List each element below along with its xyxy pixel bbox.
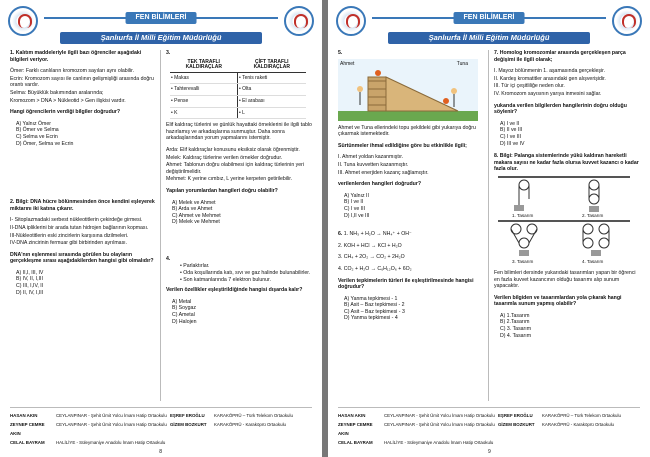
question-1 — [10, 50, 156, 147]
subject-banner — [44, 12, 278, 24]
q4-bullet: • Parlaktırlar. — [180, 263, 210, 270]
subject-title: FEN BİLİMLERİ — [454, 12, 525, 24]
question-6 — [338, 231, 484, 322]
question-3 — [166, 50, 312, 226]
q8-option-c[interactable]: C) 3. Tasarım — [500, 326, 532, 333]
q5-option-a[interactable]: A) Yalnız II — [344, 192, 369, 199]
page-number: 8 — [159, 449, 162, 455]
q8-option-a[interactable]: A) 1.Tasarım — [500, 312, 530, 319]
q2-stem: Bilgi: DNA hücre bölünmesinden önce kendini eşleyerek miktarını iki katına çıkarır. — [10, 199, 155, 212]
q5-question: verilenlerden hangileri doğrudur? — [338, 181, 422, 188]
incline-figure — [338, 59, 478, 121]
q8-number: 8. — [494, 153, 499, 160]
table-row: • Pense • El arabası — [170, 95, 306, 107]
design-1-label: 1. Tasarım — [512, 212, 534, 218]
left-page — [0, 0, 322, 457]
q3-option-d[interactable]: D) Melek ve Mehmet — [172, 219, 220, 226]
q4-option-c[interactable]: C) Ametal — [172, 312, 195, 319]
directorate-title: Şanlıurfa İl Milli Eğitim Müdürlüğü — [388, 32, 590, 44]
right-column-2 — [494, 50, 640, 401]
column-divider — [488, 50, 489, 401]
q7-option-a[interactable]: A) I ve II — [500, 120, 520, 127]
q3-line: Mehmet: K yerine cımbız, L yerine kerpeten getirilebilir. — [166, 176, 293, 183]
q8-question: Verilen bilgiden ve tasarımlardan yola çıkarak hangi tasarımla sunum yapmış olabilir? — [494, 294, 622, 308]
q8-line: Fen bilimleri dersinde yukarıdaki tasarımları yapan bir öğrenci en fazla kuvvet kazancının olduğu tasarımı alıp sunum yapacaktır. — [494, 269, 636, 290]
table-row: • K • L — [170, 107, 306, 119]
subject-banner — [372, 12, 606, 24]
q1-question: Hangi öğrencilerin verdiği bilgiler doğrudur? — [10, 109, 121, 116]
q3-option-c[interactable]: C) Ahmet ve Mehmet — [172, 212, 221, 219]
ministry-logo-icon — [284, 6, 314, 36]
page-number: 9 — [488, 449, 491, 455]
q3-option-b[interactable]: B) Arda ve Ahmet — [172, 206, 213, 213]
q2-question: DNA'nın eşlenmesi sırasında görülen bu olayların gerçekleşme sırası aşağıdakilerden hangisi gibi olmalıdır? — [10, 251, 154, 265]
q4-option-d[interactable]: D) Halojen — [172, 318, 197, 325]
q1-line: Ömer: Farklı canlıların kromozom sayıları aynı olabilir. — [10, 68, 134, 75]
label-ahmet: Ahmet — [340, 60, 355, 67]
q6-option-c[interactable]: C) Asit – Baz tepkimesi - 3 — [344, 308, 405, 315]
ministry-logo-icon — [612, 6, 642, 36]
authors-footer: HASAN AKIN CEYLANPINAR - Şehit Ümit Yolcu İmam Hatip Ortaokulu EŞREF EROĞLU KARAKÖPRÜ – Türk Telekom Ortaokulu ZEYNEP CEMRE AKIN CEYLANPINAR - Şehit Ümit Yolcu İmam Hatip Ortaokulu GİZEM BOZKURT KARAKÖPRÜ - Karaköprü Ortaokulu CELAL BAYRAM HALİLİYE - Süleymaniye Anadolu İmam Hatip Ortaokulu — [10, 407, 312, 451]
q7-option-c[interactable]: C) I ve III — [500, 133, 522, 140]
right-page — [328, 0, 650, 457]
q1-option-c[interactable]: C) Selma ve Ecrin — [16, 133, 58, 140]
pulley-designs-figure — [494, 175, 634, 267]
q4-bullet: • Oda koşullarında katı, sıvı ve gaz halinde bulunabilirler. — [180, 270, 311, 277]
q1-number: 1. — [10, 50, 15, 56]
ministry-logo-icon — [336, 6, 366, 36]
q4-option-b[interactable]: B) Soygaz — [172, 305, 196, 312]
q7-number: 7. — [494, 50, 499, 56]
subject-title: FEN BİLİMLERİ — [126, 12, 197, 24]
q4-number: 4. — [166, 255, 171, 262]
authors-footer: HASAN AKIN CEYLANPINAR - Şehit Ümit Yolcu İmam Hatip Ortaokulu EŞREF EROĞLU KARAKÖPRÜ – Türk Telekom Ortaokulu ZEYNEP CEMRE AKIN CEYLANPINAR - Şehit Ümit Yolcu İmam Hatip Ortaokulu GİZEM BOZKURT KARAKÖPRÜ - Karaköprü Ortaokulu CELAL BAYRAM HALİLİYE - Süleymaniye Anadolu İmam Hatip Ortaokulu — [338, 407, 640, 451]
q7-question: yukarıda verilen bilgilerden hangilerinin doğru olduğu söylenir? — [494, 102, 627, 116]
q5-line: Ahmet ve Tuna ellerindeki topu şekildeki gibi yukarıya doğru çıkarmak istemektedir. — [338, 124, 476, 138]
q1-stem: Kalıtım maddeleriyle ilgili bazı öğrenciler aşağıdaki bilgileri veriyor. — [10, 50, 142, 63]
q2-option-b[interactable]: B) IV, II, I,III — [16, 276, 43, 283]
design-2-label: 2. Tasarım — [582, 212, 604, 218]
left-column-2 — [166, 50, 312, 401]
q1-line: Ecrin: Kromozom sayısı ile canlının gelişmişliği arasında doğru orantı vardır. — [10, 75, 154, 89]
q3-line: Ahmet: Tablonun doğru olabilmesi için kaldıraç türlerinin yeri değiştirilmelidir. — [166, 162, 305, 175]
q2-line: IV-DNA zincirinin fermuar gibi birbirinden ayrılması. — [10, 240, 128, 247]
q2-option-d[interactable]: D) II, IV, I,III — [16, 289, 44, 296]
ministry-logo-icon — [8, 6, 38, 36]
q6-number: 6. — [338, 231, 343, 238]
q6-reaction-4: 4. CO₂ + H₂O → C₆H₁₂O₆ + 6O₂ — [338, 265, 412, 272]
q8-option-d[interactable]: D) 4. Tasarım — [500, 332, 532, 339]
design-4-label: 4. Tasarım — [582, 258, 604, 264]
q3-line: Melek: Kaldıraç türlerine verilen örnekler doğrudur. — [166, 154, 283, 161]
table-row: • Makas • Tenis raketi — [170, 72, 306, 84]
q5-option-b[interactable]: B) I ve II — [344, 199, 364, 206]
q8-option-b[interactable]: B) 2.Tasarım — [500, 319, 530, 326]
q6-option-d[interactable]: D) Yanma tepkimesi - 4 — [344, 315, 398, 322]
q6-reaction-1: 1. NH₃ + H₂O → NH₄⁺ + OH⁻ — [343, 231, 412, 238]
q7-option-d[interactable]: D) III ve IV — [500, 140, 525, 147]
design-3-label: 3. Tasarım — [512, 258, 534, 264]
q3-number: 3. — [166, 50, 171, 56]
lever-table — [170, 59, 306, 120]
q1-option-d[interactable]: D) Ömer, Selma ve Ecrin — [16, 140, 74, 147]
question-8 — [494, 153, 640, 339]
q3-question: Yapılan yorumlardan hangileri doğru olabilir? — [166, 187, 278, 194]
question-2 — [10, 199, 156, 296]
q2-line: I- Sitoplazmadaki serbest nükleotitlerin çekirdeğe girmesi. — [10, 217, 143, 224]
column-divider — [160, 50, 161, 401]
q1-option-b[interactable]: B) Ömer ve Selma — [16, 127, 59, 134]
q6-question: Verilen tepkimelerin türleri ile eşleştirilmesinde hangisi doğrudur? — [338, 277, 474, 291]
left-column-1 — [10, 50, 156, 401]
q5-option-d[interactable]: D) I,II ve III — [344, 212, 370, 219]
table-row: • Tahterevalli • Olta — [170, 84, 306, 96]
question-7 — [494, 50, 640, 147]
q7-item: I. Mayoz bölünmenin 1. aşamasında gerçekleşir. — [494, 68, 606, 75]
q1-option-a[interactable]: A) Yalnız Ömer — [16, 120, 51, 127]
q4-bullet: • Son katmanlarında 7 elektron bulunur. — [180, 276, 271, 283]
q7-item: II. Kardeş kromatitler arasındaki gen alışverişidir. — [494, 75, 606, 82]
q5-question-pre: Sürtünmeler ihmal edildiğine göre bu etkinlikle ilgili; — [338, 142, 467, 149]
q4-question: Verilen özellikler eşleştirildiğinde hangisi dışarda kalır? — [166, 287, 303, 294]
q5-item: II. Tuna kuvvetten kazanmıştır. — [338, 161, 409, 168]
question-5 — [338, 50, 484, 219]
q2-option-c[interactable]: C) III, I,IV, II — [16, 283, 44, 290]
right-column-1 — [338, 50, 484, 401]
q7-item: IV. Kromozom sayısının yarıya inmesini sağlar. — [494, 90, 602, 97]
question-4 — [166, 256, 312, 325]
q2-line: III-Nükleotitlerin eski zincirlerin karşısına dizilmeleri. — [10, 232, 129, 239]
q4-option-a[interactable]: A) Metal — [172, 298, 192, 305]
q2-option-a[interactable]: A) II,I, III, IV — [16, 269, 44, 276]
q3-option-a[interactable]: A) Melek ve Ahmet — [172, 199, 216, 206]
q2-number: 2. — [10, 199, 15, 206]
label-tuna: Tuna — [456, 60, 468, 67]
q3-line: Elif kaldıraç türlerini ve günlük hayattaki örneklerini ile ilgili tablo hazırlamış ve arkadaşlarına sunmuştur. Daha sonra arkadaşlarından yorum yapmalarını istemiştir. — [166, 122, 312, 142]
table-header-single: TEK TARAFLI KALDIRAÇLAR — [170, 59, 238, 73]
table-header-double: ÇİFT TARAFLI KALDIRAÇLAR — [238, 59, 306, 73]
q5-number: 5. — [338, 50, 343, 56]
q7-option-b[interactable]: B) II ve III — [500, 127, 523, 134]
q6-reaction-3: 3. CH₄ + 2O₂ → CO₂ + 2H₂O — [338, 254, 405, 261]
q2-line: II-DNA ipliklerini bir arada tutan hidrojen bağlarının kopması. — [10, 224, 149, 231]
q1-line: Selma: Büyüklük bakımından aralarında; — [10, 89, 104, 96]
q7-item: III. Tür içi çeşitliliğe neden olur. — [494, 83, 565, 90]
q5-option-c[interactable]: C) I ve III — [344, 205, 366, 212]
q6-reaction-2: 2. KOH + HCl → KCl + H₂O — [338, 242, 402, 249]
q5-item: III. Ahmet enerjiden kazanç sağlamıştır. — [338, 169, 429, 176]
q1-line: Kromozom > DNA > Nükleotid > Gen ilişkisi vardır. — [10, 97, 126, 104]
q6-option-a[interactable]: A) Yanma tepkimesi - 1 — [344, 295, 398, 302]
q8-stem: Bilgi: Palanga sistemlerinde yükü kaldıran hareketli makara sayısı ne kadar fazla olursa kuvvet kazancı o kadar fazla olur. — [494, 153, 639, 173]
q3-line: Arda: Elif kaldıraçlar konusunu eksiksiz olarak öğrenmiştir. — [166, 146, 300, 153]
q5-item: I. Ahmet yoldan kazanmıştır. — [338, 154, 404, 161]
directorate-title: Şanlıurfa İl Milli Eğitim Müdürlüğü — [60, 32, 262, 44]
q6-option-b[interactable]: B) Asit – Baz tepkimesi - 2 — [344, 302, 405, 309]
q7-stem: Homolog kromozomlar arasında gerçekleşen parça değişimi ile ilgili olarak; — [494, 50, 626, 63]
